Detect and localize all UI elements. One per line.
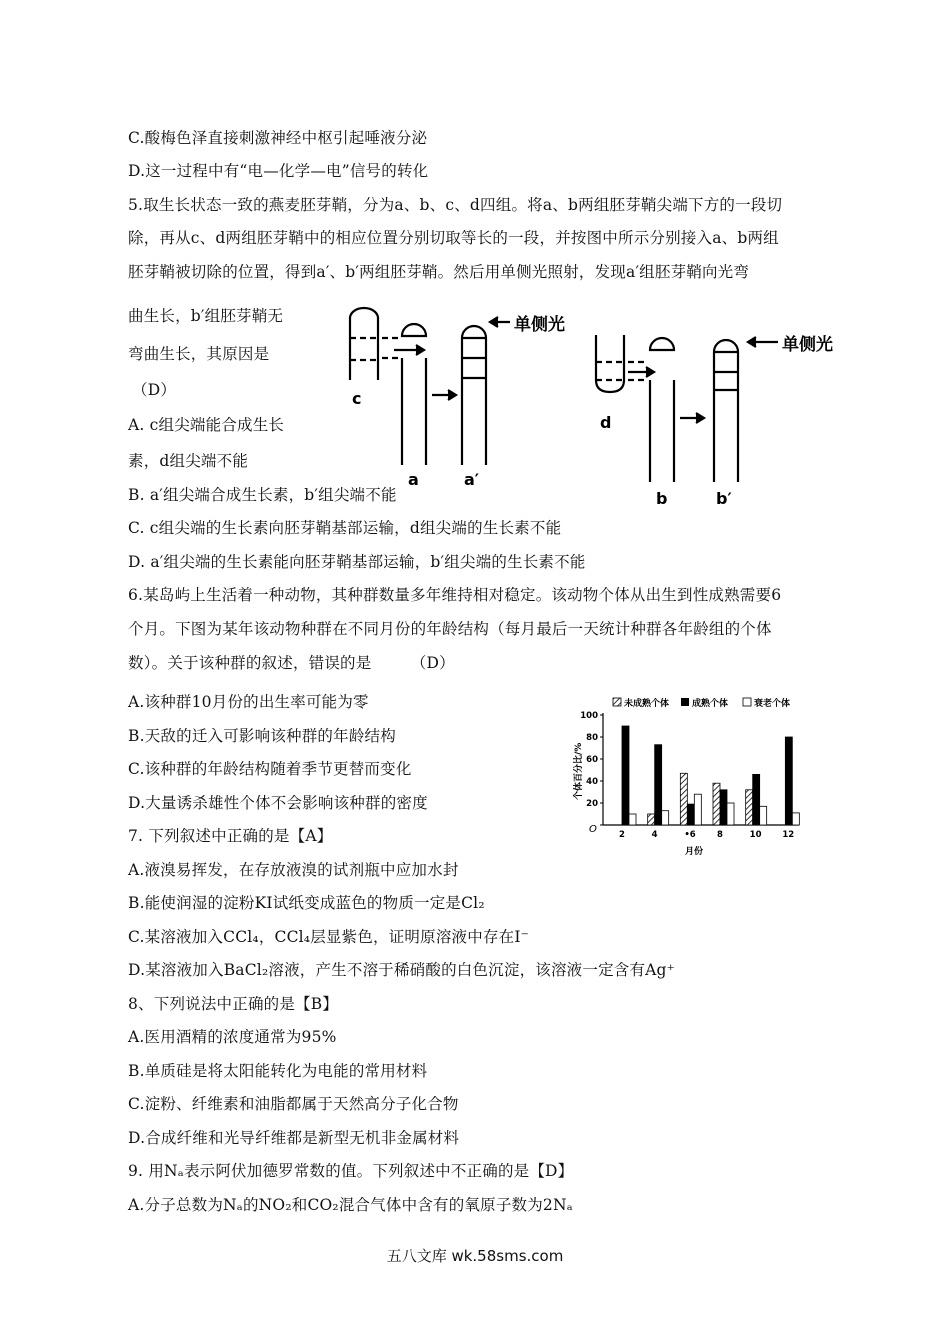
text-line: 数）。关于该种群的叙述，错误的是 （D） xyxy=(128,654,455,672)
question-7-line: 7. 下列叙述中正确的是【A】 xyxy=(128,827,333,845)
light-label-1: 单侧光 xyxy=(514,315,565,335)
chart-legend xyxy=(613,697,790,709)
option-a: A.液溴易挥发，在存放液溴的试剂瓶中应加水封 xyxy=(128,861,459,879)
x-tick-label: 12 xyxy=(782,830,795,840)
legend-immature: 未成熟个体 xyxy=(624,699,670,709)
footer: 五八文库 wk.58sms.com xyxy=(386,1247,564,1265)
y-tick-label: 20 xyxy=(586,799,598,809)
bar-senescent xyxy=(792,813,799,825)
label-a-prime: a′ xyxy=(464,470,480,489)
question-9-line: 9. 用Nₐ表示阿伏加德罗常数的值。下列叙述中不正确的是【D】 xyxy=(128,1162,574,1180)
option-d: D.大量诱杀雄性个体不会影响该种群的密度 xyxy=(128,794,428,812)
bar-senescent xyxy=(727,803,734,825)
bar-mature xyxy=(655,745,662,825)
bar-mature xyxy=(687,804,694,825)
question-5-line: 5.取生长状态一致的燕麦胚芽鞘，分为a、b、c、d四组。将a、b两组胚芽鞘尖端下方的一段切 xyxy=(128,196,783,214)
label-d: d xyxy=(600,413,612,432)
question-6-line: 6.某岛屿上生活着一种动物，其种群数量多年维持相对稳定。该动物个体从出生到性成熟需要6 xyxy=(128,586,782,604)
option-c: C. c组尖端的生长素向胚芽鞘基部运输，d组尖端的生长素不能 xyxy=(128,519,562,537)
question-8-line: 8、下列说法中正确的是【B】 xyxy=(128,995,339,1013)
x-tick-label: 10 xyxy=(749,830,762,840)
x-tick-label: •6 xyxy=(684,830,696,840)
bar-mature xyxy=(785,737,792,825)
label-c: c xyxy=(352,389,362,408)
option-a: A.医用酒精的浓度通常为95% xyxy=(128,1028,337,1046)
x-axis-label: 月份 xyxy=(685,847,704,857)
light-label-2: 单侧光 xyxy=(782,335,833,355)
y-tick-label: 100 xyxy=(580,711,598,721)
text-line: 除，再从c、d两组胚芽鞘中的相应位置分别切取等长的一段，并按图中所示分别接入a、b两组 xyxy=(128,229,779,247)
bar-immature xyxy=(680,773,687,825)
option-a: A.分子总数为Nₐ的NO₂和CO₂混合气体中含有的氧原子数为2Nₐ xyxy=(128,1196,573,1214)
option-d: D.合成纤维和光导纤维都是新型无机非金属材料 xyxy=(128,1129,460,1147)
text-line: 胚芽鞘被切除的位置，得到a′、b′两组胚芽鞘。然后用单侧光照射，发现a′组胚芽鞘向光弯 xyxy=(128,263,750,281)
bar-immature xyxy=(713,783,720,825)
coleoptile-figure xyxy=(340,300,850,512)
option-b: B.能使润湿的淀粉KI试纸变成蓝色的物质一定是Cl₂ xyxy=(128,894,485,912)
answer-label: （D） xyxy=(132,381,177,399)
y-axis-label: 个体百分比/% xyxy=(574,742,584,800)
bar-senescent xyxy=(662,811,669,825)
legend-mature: 成熟个体 xyxy=(692,699,729,709)
option-b: B.单质硅是将太阳能转化为电能的常用材料 xyxy=(128,1062,428,1080)
legend-senescent: 衰老个体 xyxy=(754,699,791,709)
bar-immature xyxy=(648,814,655,825)
y-tick-label: 60 xyxy=(586,755,598,765)
bar-mature xyxy=(753,774,760,825)
text-line: 弯曲生长，其原因是 xyxy=(128,345,270,363)
bar-senescent xyxy=(760,806,767,825)
y-tick-label: 40 xyxy=(586,777,598,787)
option-c: C.该种群的年龄结构随着季节更替而变化 xyxy=(128,760,412,778)
bar-mature xyxy=(622,726,629,825)
label-b-prime: b′ xyxy=(716,489,732,508)
label-a: a xyxy=(408,470,419,489)
option-a: A.该种群10月份的出生率可能为零 xyxy=(128,693,369,711)
option-c: C.淀粉、纤维素和油脂都属于天然高分子化合物 xyxy=(128,1095,459,1113)
bar-senescent xyxy=(629,814,636,825)
text-line: D.这一过程中有“电—化学—电”信号的转化 xyxy=(128,162,429,180)
option-b: B. a′组尖端合成生长素，b′组尖端不能 xyxy=(128,486,397,504)
bar-mature xyxy=(720,790,727,825)
bar-senescent xyxy=(694,794,701,825)
x-tick-label: 2 xyxy=(619,830,625,840)
y-tick-label: 80 xyxy=(586,733,598,743)
option-d: D. a′组尖端的生长素能向胚芽鞘基部运输，b′组尖端的生长素不能 xyxy=(128,553,586,571)
x-tick-label: 4 xyxy=(651,830,658,840)
text-line: 素，d组尖端不能 xyxy=(128,452,249,470)
option-c: C.某溶液加入CCl₄，CCl₄层显紫色，证明原溶液中存在I⁻ xyxy=(128,928,530,946)
text-line: 曲生长，b′组胚芽鞘无 xyxy=(128,307,284,325)
option-a: A. c组尖端能合成生长 xyxy=(128,416,285,434)
origin-label: O xyxy=(589,824,597,835)
age-structure-chart xyxy=(565,690,805,860)
x-tick-label: 8 xyxy=(717,830,723,840)
text-line: C.酸梅色泽直接刺激神经中枢引起唾液分泌 xyxy=(128,129,428,147)
option-b: B.天敌的迁入可影响该种群的年龄结构 xyxy=(128,727,396,745)
bar-immature xyxy=(746,790,753,825)
text-line: 个月。下图为某年该动物种群在不同月份的年龄结构（每月最后一天统计种群各年龄组的个体 xyxy=(128,620,772,638)
option-d: D.某溶液加入BaCl₂溶液，产生不溶于稀硝酸的白色沉淀，该溶液一定含有Ag⁺ xyxy=(128,961,676,979)
label-b: b xyxy=(656,489,668,508)
